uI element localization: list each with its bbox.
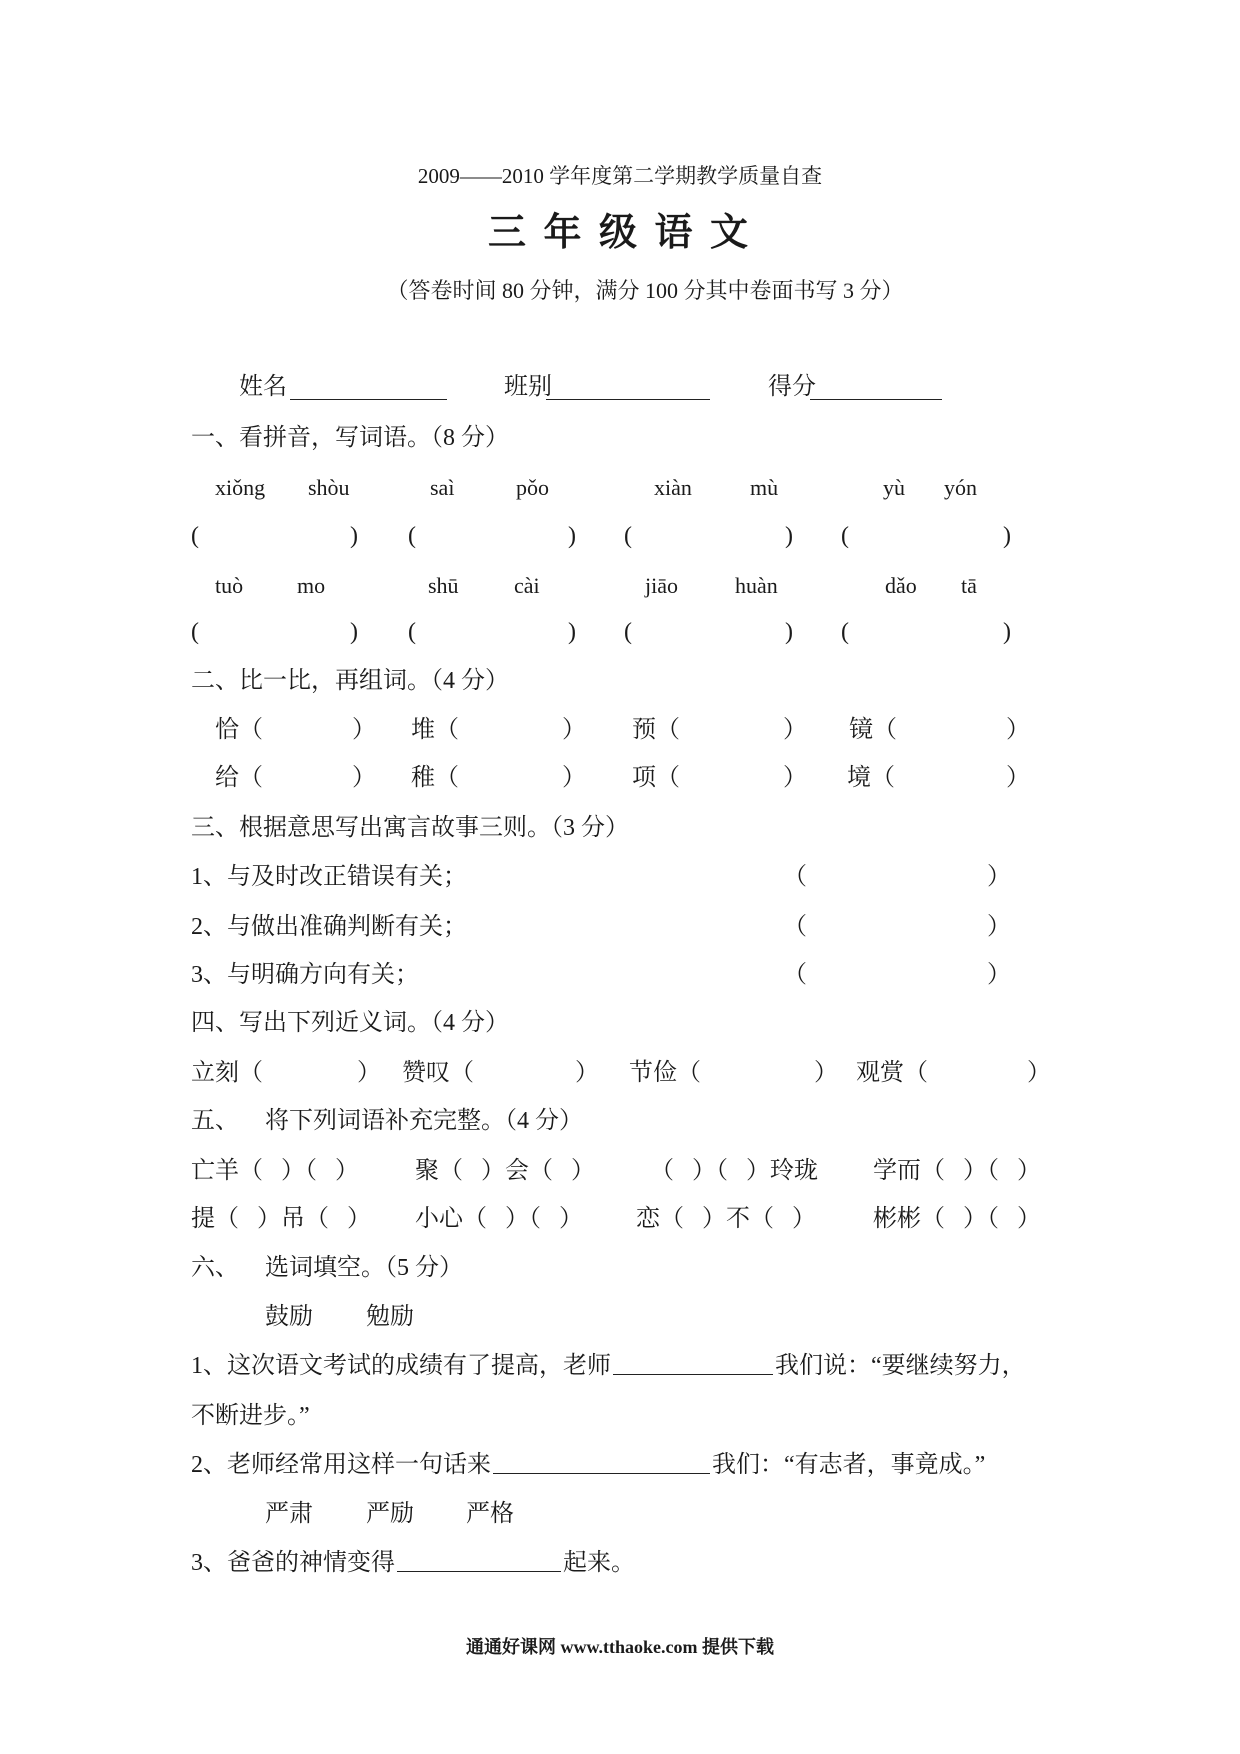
pinyin-syllable: jiāo	[645, 573, 678, 598]
question-1-continued	[191, 1402, 310, 1431]
pinyin-syllable: pǒo	[516, 475, 549, 500]
section-heading: 将下列词语补充完整。（4 分）	[265, 1108, 583, 1134]
pinyin-row-2	[0, 571, 1240, 600]
blank-close-paren: ）	[987, 914, 1011, 940]
blank-close-paren: ）	[1006, 717, 1030, 743]
blank-open-paren: (	[624, 523, 632, 549]
question-text: 不断进步。”	[191, 1403, 310, 1429]
section-3-heading	[0, 814, 1240, 843]
word-choices-2	[0, 1500, 1240, 1529]
pinyin-syllable: shū	[428, 573, 459, 598]
section-heading: 四、写出下列近义词。（4 分）	[191, 1010, 509, 1036]
idiom-item: 聚（ ）会（ ）	[415, 1158, 595, 1184]
section-heading: 三、根据意思写出寓言故事三则。（3 分）	[191, 815, 629, 841]
section-1-heading	[0, 424, 1240, 453]
pinyin-syllable: saì	[430, 475, 455, 500]
fill-blank	[397, 1551, 561, 1572]
idiom-item: （ ）（ ）玲珑	[650, 1158, 818, 1184]
section-5-heading	[0, 1107, 1240, 1136]
exam-note: （答卷时间 80 分钟，满分 100 分其中卷面书写 3 分）	[386, 278, 904, 303]
compare-char: 稚（	[411, 765, 459, 791]
fable-item	[0, 961, 1240, 990]
compare-row-1	[0, 716, 1240, 745]
compare-char: 境（	[847, 765, 895, 791]
fable-clue: 1、与及时改正错误有关；	[191, 864, 467, 890]
blank-close-paren: )	[785, 523, 793, 549]
student-info-row	[0, 373, 1240, 402]
section-number: 六、	[191, 1255, 239, 1281]
blank-open-paren: （	[783, 864, 807, 890]
synonym-word: 立刻（	[191, 1060, 263, 1086]
blank-close-paren: )	[1003, 619, 1011, 645]
section-heading: 二、比一比，再组词。（4 分）	[191, 668, 509, 694]
blank-close-paren: ）	[987, 962, 1011, 988]
blank-close-paren: ）	[1006, 765, 1030, 791]
pinyin-syllable: cài	[514, 573, 540, 598]
pinyin-row-1	[0, 473, 1240, 502]
class-blank	[546, 375, 710, 400]
blank-close-paren: )	[785, 619, 793, 645]
class-label: 班别	[504, 374, 552, 400]
compare-char: 项（	[632, 765, 680, 791]
question-1	[191, 1352, 1026, 1381]
idiom-row-2	[0, 1205, 1240, 1234]
synonym-word: 赞叹（	[402, 1060, 474, 1086]
idiom-item: 恋（ ）不（ ）	[636, 1206, 816, 1232]
blank-open-paren: (	[191, 619, 199, 645]
score-label: 得分	[768, 374, 816, 400]
question-3	[191, 1549, 635, 1578]
word-choices-1	[0, 1303, 1240, 1332]
idiom-item: 彬彬（ ）（ ）	[873, 1206, 1041, 1232]
answer-paren-row-1	[0, 522, 1240, 551]
word-choice: 勉励	[366, 1304, 414, 1330]
blank-open-paren: （	[783, 962, 807, 988]
section-heading: 一、看拼音，写词语。（8 分）	[191, 425, 509, 451]
blank-open-paren: (	[841, 619, 849, 645]
fill-blank	[613, 1354, 773, 1375]
question-text: 1、这次语文考试的成绩有了提高，老师	[191, 1353, 611, 1379]
section-number: 五、	[191, 1108, 239, 1134]
blank-close-paren: )	[568, 619, 576, 645]
compare-char: 预（	[632, 717, 680, 743]
pinyin-syllable: dǎo	[885, 573, 917, 598]
blank-close-paren: ）	[357, 1060, 381, 1086]
blank-close-paren: ）	[352, 765, 376, 791]
blank-close-paren: ）	[814, 1060, 838, 1086]
blank-close-paren: )	[568, 523, 576, 549]
question-2	[191, 1451, 985, 1480]
score-blank	[810, 375, 942, 400]
blank-open-paren: (	[408, 619, 416, 645]
name-blank	[290, 375, 447, 400]
exam-term-line: 2009——2010 学年度第二学期教学质量自查	[417, 164, 823, 188]
pinyin-syllable: huàn	[735, 573, 778, 598]
blank-close-paren: )	[350, 523, 358, 549]
exam-title: 三 年 级 语 文	[487, 212, 752, 254]
blank-open-paren: (	[624, 619, 632, 645]
question-text: 我们：“有志者，事竟成。”	[712, 1452, 986, 1478]
pinyin-syllable: mo	[297, 573, 326, 598]
blank-close-paren: ）	[352, 717, 376, 743]
blank-close-paren: ）	[1027, 1060, 1051, 1086]
question-text: 起来。	[563, 1550, 635, 1576]
idiom-item: 亡羊（ ）（ ）	[191, 1158, 359, 1184]
blank-close-paren: ）	[987, 864, 1011, 890]
fable-item	[0, 913, 1240, 942]
section-4-heading	[0, 1009, 1240, 1038]
synonym-row	[0, 1059, 1240, 1088]
fill-blank	[493, 1453, 710, 1474]
fable-clue: 2、与做出准确判断有关；	[191, 914, 467, 940]
question-text: 我们说：“要继续努力，	[775, 1353, 1026, 1379]
pinyin-syllable: xiǒng	[215, 475, 266, 500]
question-text: 2、老师经常用这样一句话来	[191, 1452, 491, 1478]
section-2-heading	[0, 667, 1240, 696]
synonym-word: 观赏（	[856, 1060, 928, 1086]
pinyin-syllable: tā	[961, 573, 977, 598]
answer-paren-row-2	[0, 618, 1240, 647]
blank-open-paren: (	[841, 523, 849, 549]
section-heading: 选词填空。（5 分）	[265, 1255, 463, 1281]
compare-char: 镜（	[849, 717, 897, 743]
pinyin-syllable: mù	[750, 475, 779, 500]
blank-close-paren: ）	[783, 765, 807, 791]
synonym-word: 节俭（	[629, 1060, 701, 1086]
blank-close-paren: )	[1003, 523, 1011, 549]
idiom-row-1	[0, 1157, 1240, 1186]
blank-close-paren: ）	[783, 717, 807, 743]
idiom-item: 提（ ）吊（ ）	[191, 1206, 371, 1232]
compare-char: 堆（	[411, 717, 459, 743]
fable-clue: 3、与明确方向有关；	[191, 962, 419, 988]
pinyin-syllable: xiàn	[654, 475, 692, 500]
pinyin-syllable: yón	[944, 475, 977, 500]
name-label: 姓名	[239, 374, 287, 400]
question-text: 3、爸爸的神情变得	[191, 1550, 395, 1576]
blank-open-paren: (	[191, 523, 199, 549]
idiom-item: 小心（ ）（ ）	[415, 1206, 583, 1232]
compare-row-2	[0, 764, 1240, 793]
pinyin-syllable: shòu	[308, 475, 350, 500]
blank-close-paren: )	[350, 619, 358, 645]
idiom-item: 学而（ ）（ ）	[873, 1158, 1041, 1184]
page-footer: 通通好课网 www.tthaoke.com 提供下载	[466, 1637, 774, 1657]
pinyin-syllable: yù	[883, 475, 905, 500]
blank-open-paren: （	[783, 914, 807, 940]
compare-char: 恰（	[215, 717, 263, 743]
compare-char: 给（	[215, 765, 263, 791]
word-choice: 鼓励	[265, 1304, 313, 1330]
pinyin-syllable: tuò	[215, 573, 244, 598]
fable-item	[0, 863, 1240, 892]
word-choice: 严格	[466, 1501, 514, 1527]
section-6-heading	[0, 1254, 1240, 1283]
blank-close-paren: ）	[562, 765, 586, 791]
blank-close-paren: ）	[575, 1060, 599, 1086]
blank-close-paren: ）	[562, 717, 586, 743]
word-choice: 严肃	[265, 1501, 313, 1527]
word-choice: 严励	[366, 1501, 414, 1527]
blank-open-paren: (	[408, 523, 416, 549]
